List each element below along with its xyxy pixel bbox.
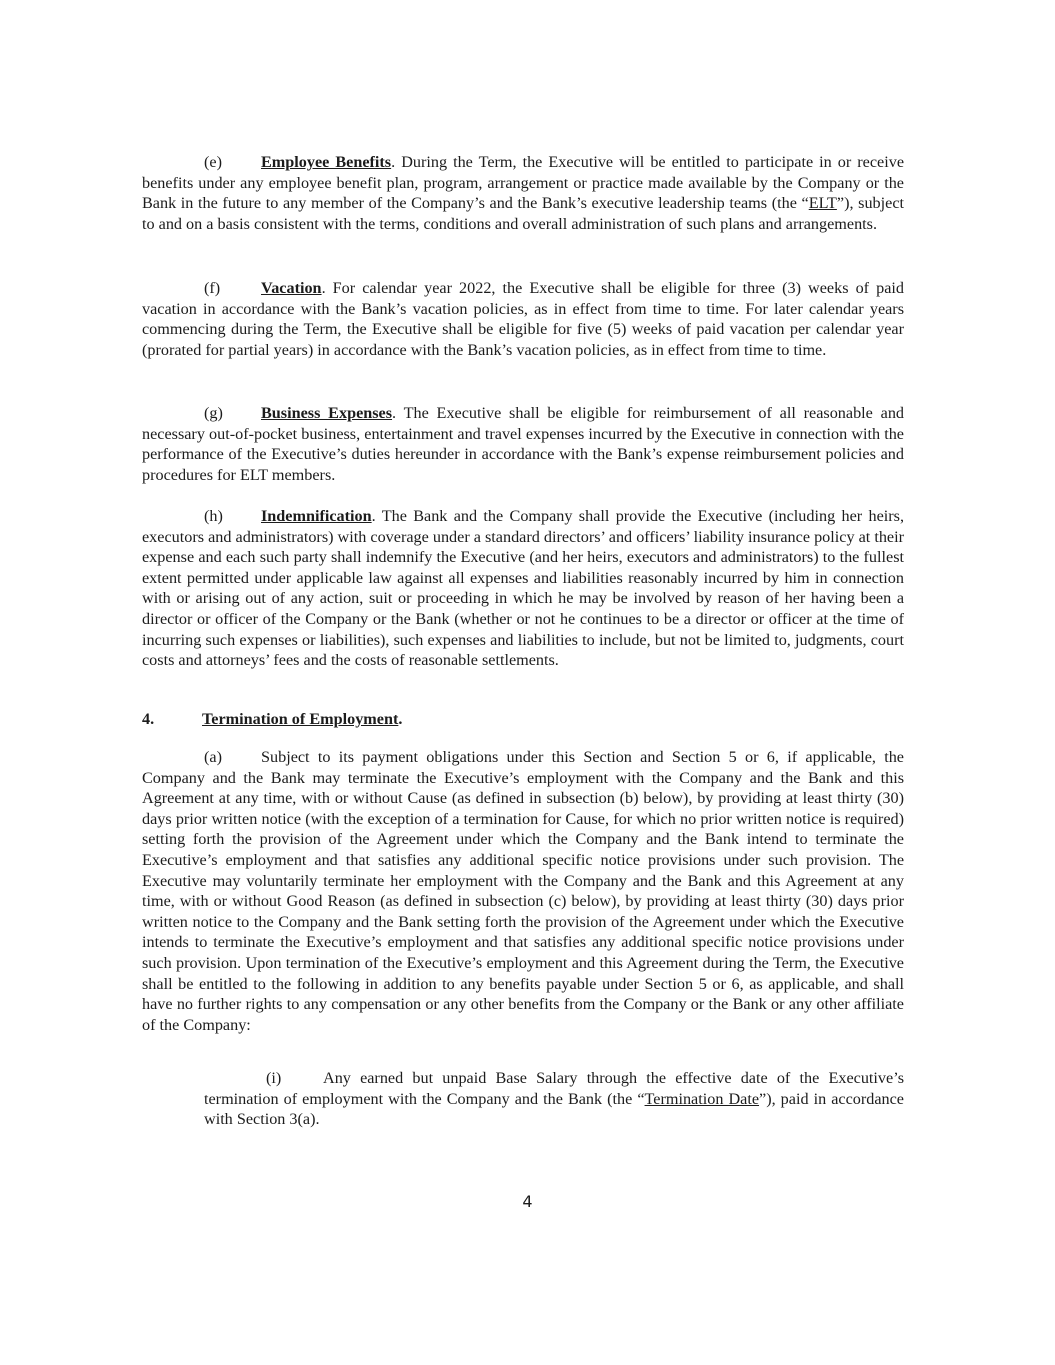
paragraph-business-expenses	[142, 403, 904, 485]
paragraph-termination-a	[142, 747, 904, 1035]
clause-text: ”), paid in accordance with Section 3(a).	[204, 1089, 904, 1129]
clause-text: . During the Term, the Executive will be entitled to participate in or receive benefits under any employee benefit plan, program, arrangement or practice made available by the Company or the Bank in the future to any member of the Company’s and the Bank’s executive leadership teams (the “	[142, 153, 904, 213]
page-number: 4	[522, 1192, 533, 1211]
clause-heading: Indemnification	[261, 507, 372, 525]
clause-label: (g)	[204, 404, 223, 422]
section-title-period: .	[398, 710, 403, 728]
paragraph-employee-benefits	[142, 152, 904, 234]
paragraph-termination-a-i	[204, 1068, 904, 1130]
clause-text: Subject to its payment obligations under this Section and Section 5 or 6, if applicable, the Company and the Bank may terminate the Executive’s employment with the Company and the Bank and this Agreement at any time, with or without Cause (as defined in subsection (b) below), by providing at least thirty (30) days prior written notice (with the exception of a termination for Cause, for which no prior written notice is required) setting forth the provision of the Agreement under which the Company and the Bank intend to terminate the Executive’s employment and that satisfies any additional specific notice provisions under such provision. The Executive may voluntarily terminate her employment with the Company and the Bank and this Agreement at any time, with or without Good Reason (as defined in subsection (c) below), by providing at least thirty (30) days prior written notice to the Company and the Bank setting forth the provision of the Agreement under which the Executive intends to terminate the Executive’s employment and that satisfies any additional specific notice provisions under such provision. Upon termination of the Executive’s employment and this Agreement during the Term, the Executive shall be entitled to the following in addition to any benefits payable under Section 5 or 6, as applicable, and shall have no further rights to any compensation or any other benefits from the Company or the Bank or any other affiliate of the Company:	[142, 748, 904, 1034]
clause-label: (e)	[204, 153, 222, 171]
clause-text: . For calendar year 2022, the Executive shall be eligible for three (3) weeks of paid vacation in accordance with the Bank’s vacation policies, as in effect from time to time. For later calendar years commencing during the Term, the Executive shall be eligible for five (5) weeks of paid vacation per calendar year (prorated for partial years) in accordance with the Bank’s vacation policies, as in effect from time to time.	[142, 279, 904, 359]
clause-label: (h)	[204, 507, 223, 525]
paragraph-indemnification	[142, 506, 904, 671]
section-title: Termination of Employment	[202, 710, 399, 728]
defined-term: Termination Date	[644, 1089, 760, 1108]
clause-label: (f)	[204, 279, 221, 297]
clause-text: . The Executive shall be eligible for reimbursement of all reasonable and necessary out-of-pocket business, entertainment and travel expenses incurred by the Executive in connection with the performance of the Executive’s duties hereunder in accordance with the Bank’s expense reimbursement policies and procedures for ELT members.	[142, 404, 905, 484]
section-number: 4.	[142, 710, 155, 728]
clause-label: (i)	[266, 1069, 282, 1087]
clause-heading: Business Expenses	[261, 404, 393, 422]
clause-label: (a)	[204, 748, 222, 766]
clause-text: . The Bank and the Company shall provide the Executive (including her heirs, executors and administrators) with coverage under a standard directors’ and officers’ liability insurance policy at their expense and each such party shall indemnify the Executive (and her heirs, executors and administrators) to the fullest extent permitted under applicable law against all expenses and liabilities reasonably incurred by him in connection with or arising out of any action, suit or proceeding in which he may be involved by reason of her having been a director or officer of the Company or the Bank (whether or not he continues to be a director or officer at the time of incurring such expenses or liabilities), such expenses and liabilities to include, but not be limited to, judgments, court costs and attorneys’ fees and the costs of reasonable settlements.	[142, 507, 904, 670]
clause-heading: Vacation	[261, 279, 322, 297]
defined-term: ELT	[808, 194, 837, 213]
section-heading-termination	[142, 709, 904, 730]
paragraph-vacation	[142, 278, 904, 360]
clause-text: Any earned but unpaid Base Salary through the effective date of the Executive’s termination of employment with the Company and the Bank (the “	[204, 1069, 904, 1108]
clause-text: ”), subject to and on a basis consistent with the terms, conditions and overall administration of such plans and arrangements.	[142, 194, 904, 233]
clause-heading: Employee Benefits	[261, 153, 392, 171]
